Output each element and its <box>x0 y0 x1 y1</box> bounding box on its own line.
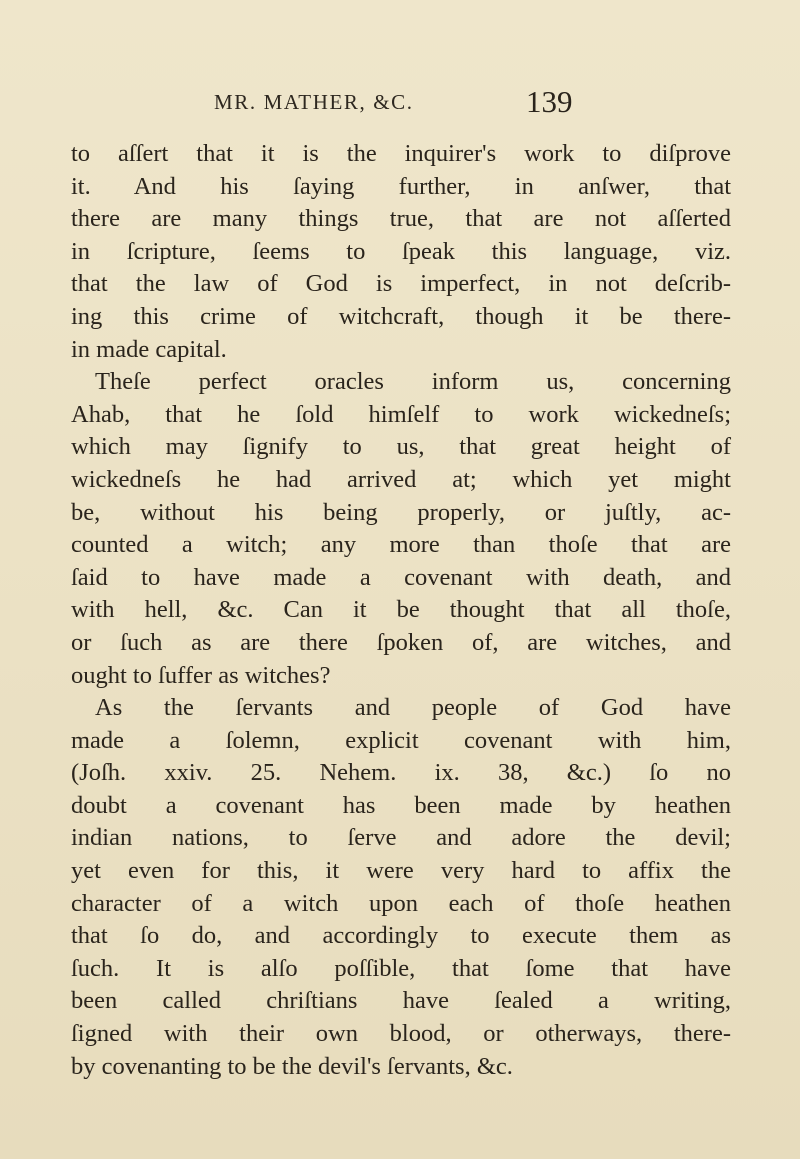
text-line: doubt a covenant has been made by heathen <box>71 791 731 819</box>
page-number: 139 <box>526 84 573 119</box>
text-line: counted a witch; any more than thoſe that are <box>71 531 731 559</box>
text-line: indian nations, to ſerve and adore the devil; <box>71 824 731 852</box>
text-line: ſaid to have made a covenant with death, and <box>71 563 731 591</box>
text-line: in ſcripture, ſeems to ſpeak this language, viz. <box>71 237 731 265</box>
text-line: or ſuch as are there ſpoken of, are witches, and <box>71 628 731 656</box>
text-line: made a ſolemn, explicit covenant with him, <box>71 726 731 754</box>
text-line: it. And his ſaying further, in anſwer, that <box>71 172 731 200</box>
text-line: As the ſervants and people of God have <box>95 694 731 722</box>
text-line: ought to ſuffer as witches? <box>71 661 331 689</box>
text-line: there are many things true, that are not aſſerted <box>71 205 731 233</box>
text-line: Theſe perfect oracles inform us, concerning <box>95 368 731 396</box>
running-title: MR. MATHER, &C. <box>214 90 414 114</box>
text-line: with hell, &c. Can it be thought that all thoſe, <box>71 596 731 624</box>
text-line: (Joſh. xxiv. 25. Nehem. ix. 38, &c.) ſo no <box>71 759 731 787</box>
body-text <box>71 138 731 1083</box>
text-line: that ſo do, and accordingly to execute them as <box>71 922 731 950</box>
text-line: which may ſignify to us, that great height of <box>71 433 731 461</box>
text-line: be, without his being properly, or juſtly, ac- <box>71 498 731 526</box>
text-line: yet even for this, it were very hard to affix the <box>71 857 731 885</box>
text-line: ſuch. It is alſo poſſible, that ſome that have <box>71 954 731 982</box>
running-head <box>0 84 800 124</box>
text-line: been called chriſtians have ſealed a writing, <box>71 987 731 1015</box>
text-line: Ahab, that he ſold himſelf to work wickedneſs; <box>71 400 731 428</box>
text-line: ſigned with their own blood, or otherways, there- <box>71 1020 731 1048</box>
text-line: character of a witch upon each of thoſe heathen <box>71 889 731 917</box>
text-line: in made capital. <box>71 335 227 363</box>
text-line: wickedneſs he had arrived at; which yet might <box>71 465 731 493</box>
text-line: ing this crime of witchcraft, though it be there- <box>71 302 731 330</box>
text-line: to aſſert that it is the inquirer's work to diſprove <box>71 140 731 167</box>
text-line: that the law of God is imperfect, in not deſcrib- <box>71 270 731 298</box>
text-line: by covenanting to be the devil's ſervants, &c. <box>71 1052 513 1080</box>
